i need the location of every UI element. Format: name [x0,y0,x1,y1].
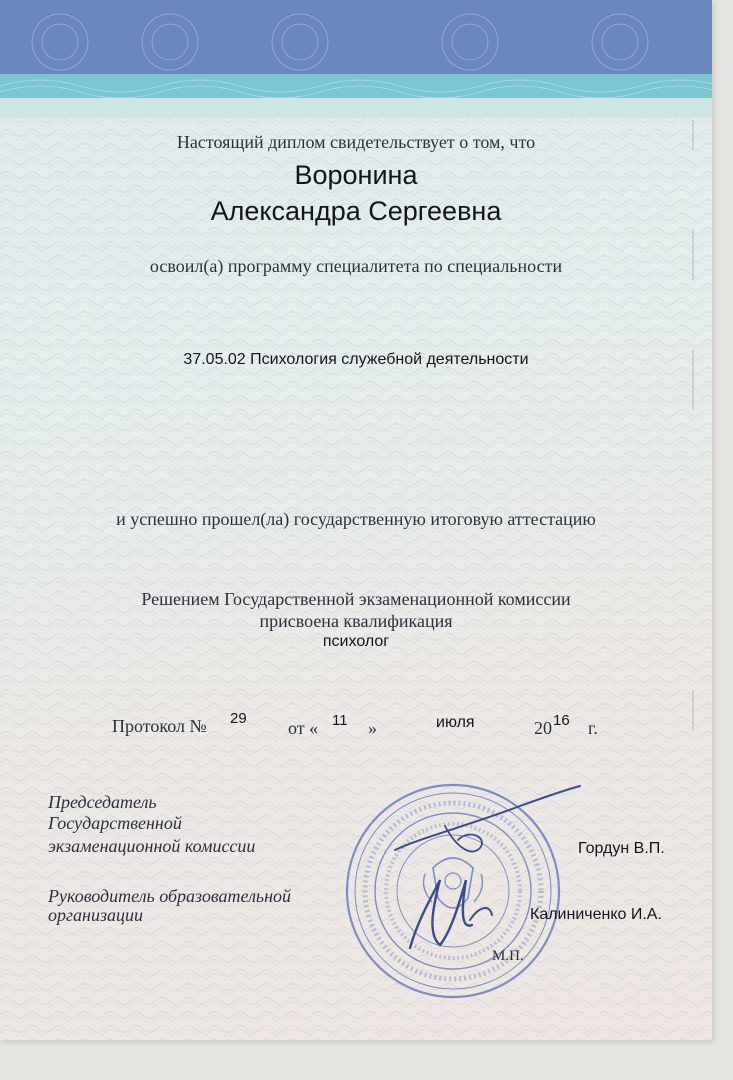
seal-label: М.П. [492,948,524,964]
head-title-line2: организации [48,905,143,925]
chair-title-line1: Председатель [48,792,157,812]
decision-text-line2: присвоена квалификация [259,611,453,631]
attestation-text: и успешно прошел(ла) государственную итоговую аттестацию [116,509,596,529]
protocol-year-suffix: 16 [553,712,570,729]
protocol-number: 29 [230,710,247,727]
protocol-year-label: г. [588,718,598,738]
qualification: психолог [322,633,390,650]
chair-title-line3: экзаменационной комиссии [48,836,256,856]
chair-name: Гордун В.П. [578,840,665,857]
head-name: Калиниченко И.А. [530,906,662,923]
protocol-day: 11 [332,712,348,729]
intro-text: Настоящий диплом свидетельствует о том, что [176,132,536,152]
program-text: освоил(а) программу специалитета по специальности [149,256,563,276]
chair-title-line2: Государственной [48,813,182,833]
graduate-given-names: Александра Сергеевна [210,196,502,226]
head-title-line1: Руководитель образовательной [48,886,292,906]
protocol-month: июля [436,714,475,731]
graduate-surname: Воронина [294,160,418,190]
protocol-year-prefix: 20 [534,718,552,738]
protocol-close-quote: » [368,718,377,738]
protocol-from-label: от « [288,718,319,738]
specialty: 37.05.02 Психология служебной деятельности [183,351,529,368]
decision-text-line1: Решением Государственной экзаменационной комиссии [141,589,571,609]
protocol-label: Протокол № [112,716,207,736]
